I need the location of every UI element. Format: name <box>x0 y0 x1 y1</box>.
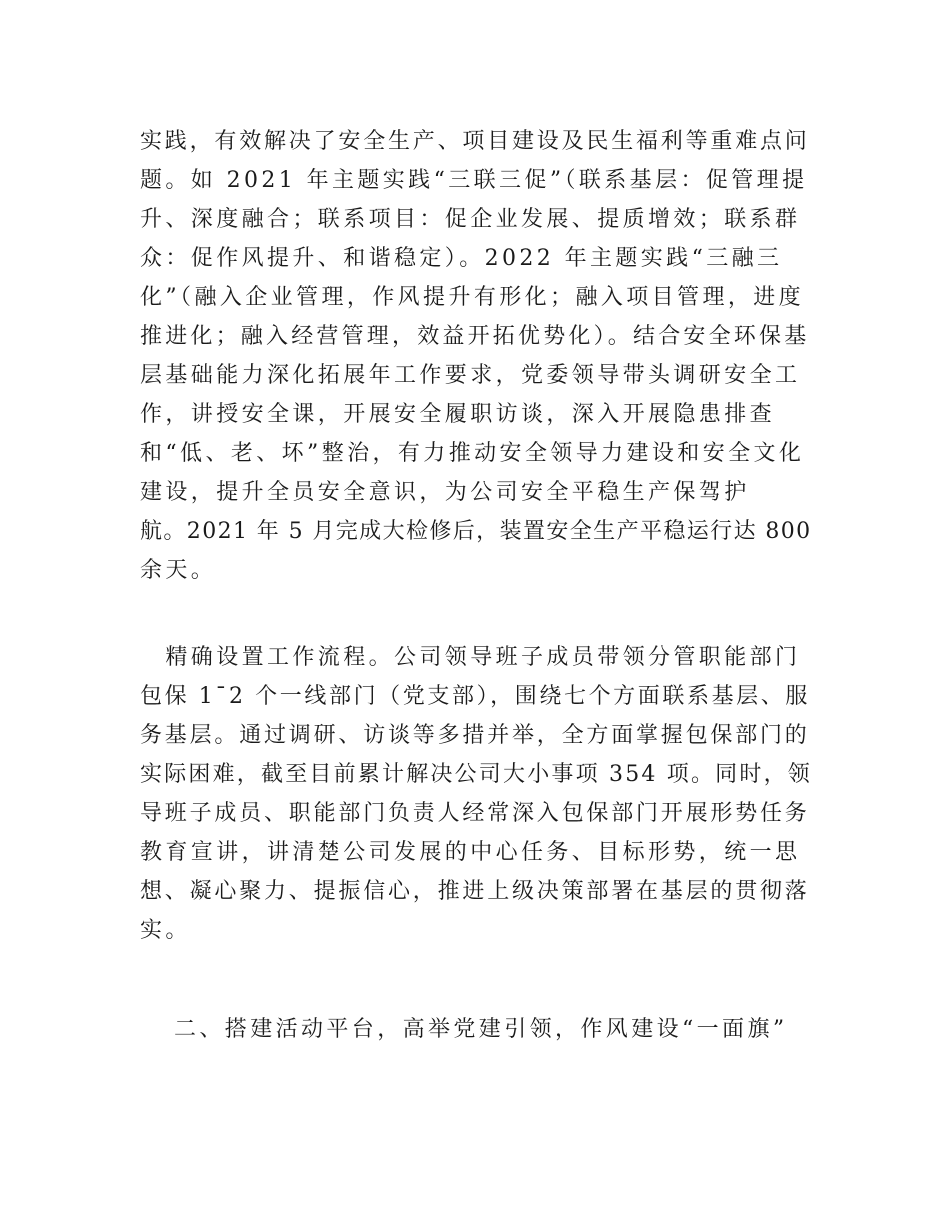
paragraph-line: 化”（融入企业管理，作风提升有形化；融入项目管理，进度 <box>140 285 805 310</box>
paragraph-line: 建设，提升全员安全意识，为公司安全平稳生产保驾护 <box>140 480 750 505</box>
paragraph-line: 教育宣讲，讲清楚公司发展的中心任务、目标形势，统一思 <box>140 840 801 865</box>
paragraph-line: 余天。 <box>140 558 217 583</box>
paragraph-line: 想、凝心聚力、提振信心，推进上级决策部署在基层的贯彻落 <box>140 879 810 904</box>
paragraph-line: 务基层。通过调研、访谈等多措并举，全方面掌握包保部门的 <box>140 723 810 748</box>
paragraph-line: 和“低、老、坏”整治，有力推动安全领导力建设和安全文化 <box>140 441 805 466</box>
paragraph-line: 升、深度融合；联系项目：促企业发展、提质增效；联系群 <box>140 207 801 232</box>
paragraph-line: 众：促作风提升、和谐稳定）。2022 年主题实践“三融三 <box>140 246 783 271</box>
paragraph-line: 实践，有效解决了安全生产、项目建设及民生福利等重难点问 <box>140 129 810 154</box>
paragraph-line: 实际困难，截至目前累计解决公司大小事项 354 项。同时，领 <box>140 762 812 787</box>
paragraph-line: 题。如 2021 年主题实践“三联三促”（联系基层：促管理提 <box>140 168 808 193</box>
paragraph-line: 精确设置工作流程。公司领导班子成员带领分管职能部门 <box>140 645 801 670</box>
paragraph-line: 实。 <box>140 918 191 943</box>
paragraph-line: 包保 1¯2 个一线部门（党支部），围绕七个方面联系基层、服 <box>140 684 810 709</box>
paragraph-line: 层基础能力深化拓展年工作要求，党委领导带头调研安全工 <box>140 363 801 388</box>
paragraph-workflow <box>140 638 812 950</box>
paragraph-line: 导班子成员、职能部门负责人经常深入包保部门开展形势任务 <box>140 801 810 826</box>
section-heading: 二、搭建活动平台，高举党建引领，作风建设“一面旗” <box>174 1017 788 1042</box>
paragraph-line: 航。2021 年 5 月完成大检修后，装置安全生产平稳运行达 800 <box>140 519 812 544</box>
paragraph-safety-practice <box>140 122 812 590</box>
paragraph-line: 推进化；融入经营管理，效益开拓优势化）。结合安全环保基 <box>140 324 810 349</box>
paragraph-line: 作，讲授安全课，开展安全履职访谈，深入开展隐患排查 <box>140 402 776 427</box>
